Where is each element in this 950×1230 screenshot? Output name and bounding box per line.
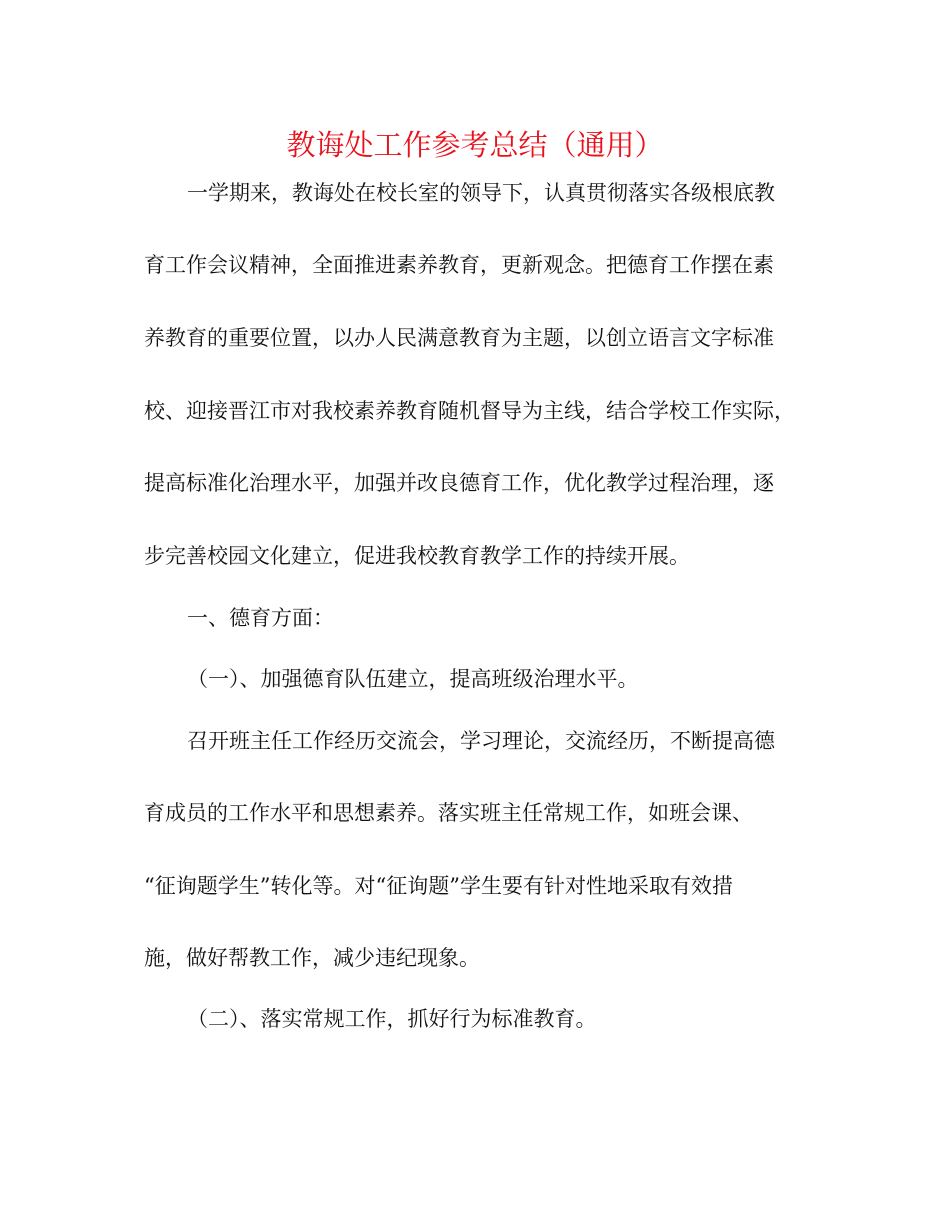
paragraph-line: 施，做好帮教工作，减少违纪现象。 <box>144 946 480 970</box>
paragraph-line: 校、迎接晋江市对我校素养教育随机督导为主线，结合学校工作实际， <box>144 399 795 423</box>
subsection-heading: （二）、落实常规工作，抓好行为标准教育。 <box>187 1007 597 1031</box>
paragraph-line: 步完善校园文化建立，促进我校教育教学工作的持续开展。 <box>144 544 690 568</box>
paragraph-line: 提高标准化治理水平，加强并改良德育工作，优化教学过程治理，逐 <box>144 471 774 495</box>
paragraph-line: 养教育的重要位置，以办人民满意教育为主题，以创立语言文字标准 <box>144 326 774 350</box>
paragraph-line: 一学期来，教诲处在校长室的领导下，认真贯彻落实各级根底教 <box>187 181 775 205</box>
paragraph-line: 召开班主任工作经历交流会，学习理论，交流经历，不断提高德 <box>187 729 775 753</box>
paragraph-line: 育成员的工作水平和思想素养。落实班主任常规工作，如班会课、 <box>144 801 753 825</box>
paragraph-line: “征询题学生”转化等。对“征询题”学生要有针对性地采取有效措 <box>144 874 733 898</box>
paragraph-line: 育工作会议精神，全面推进素养教育，更新观念。把德育工作摆在素 <box>144 253 774 277</box>
subsection-heading: （一）、加强德育队伍建立，提高班级治理水平。 <box>187 667 639 691</box>
section-heading: 一、德育方面： <box>187 606 334 630</box>
document-title: 教诲处工作参考总结（通用） <box>286 128 664 162</box>
